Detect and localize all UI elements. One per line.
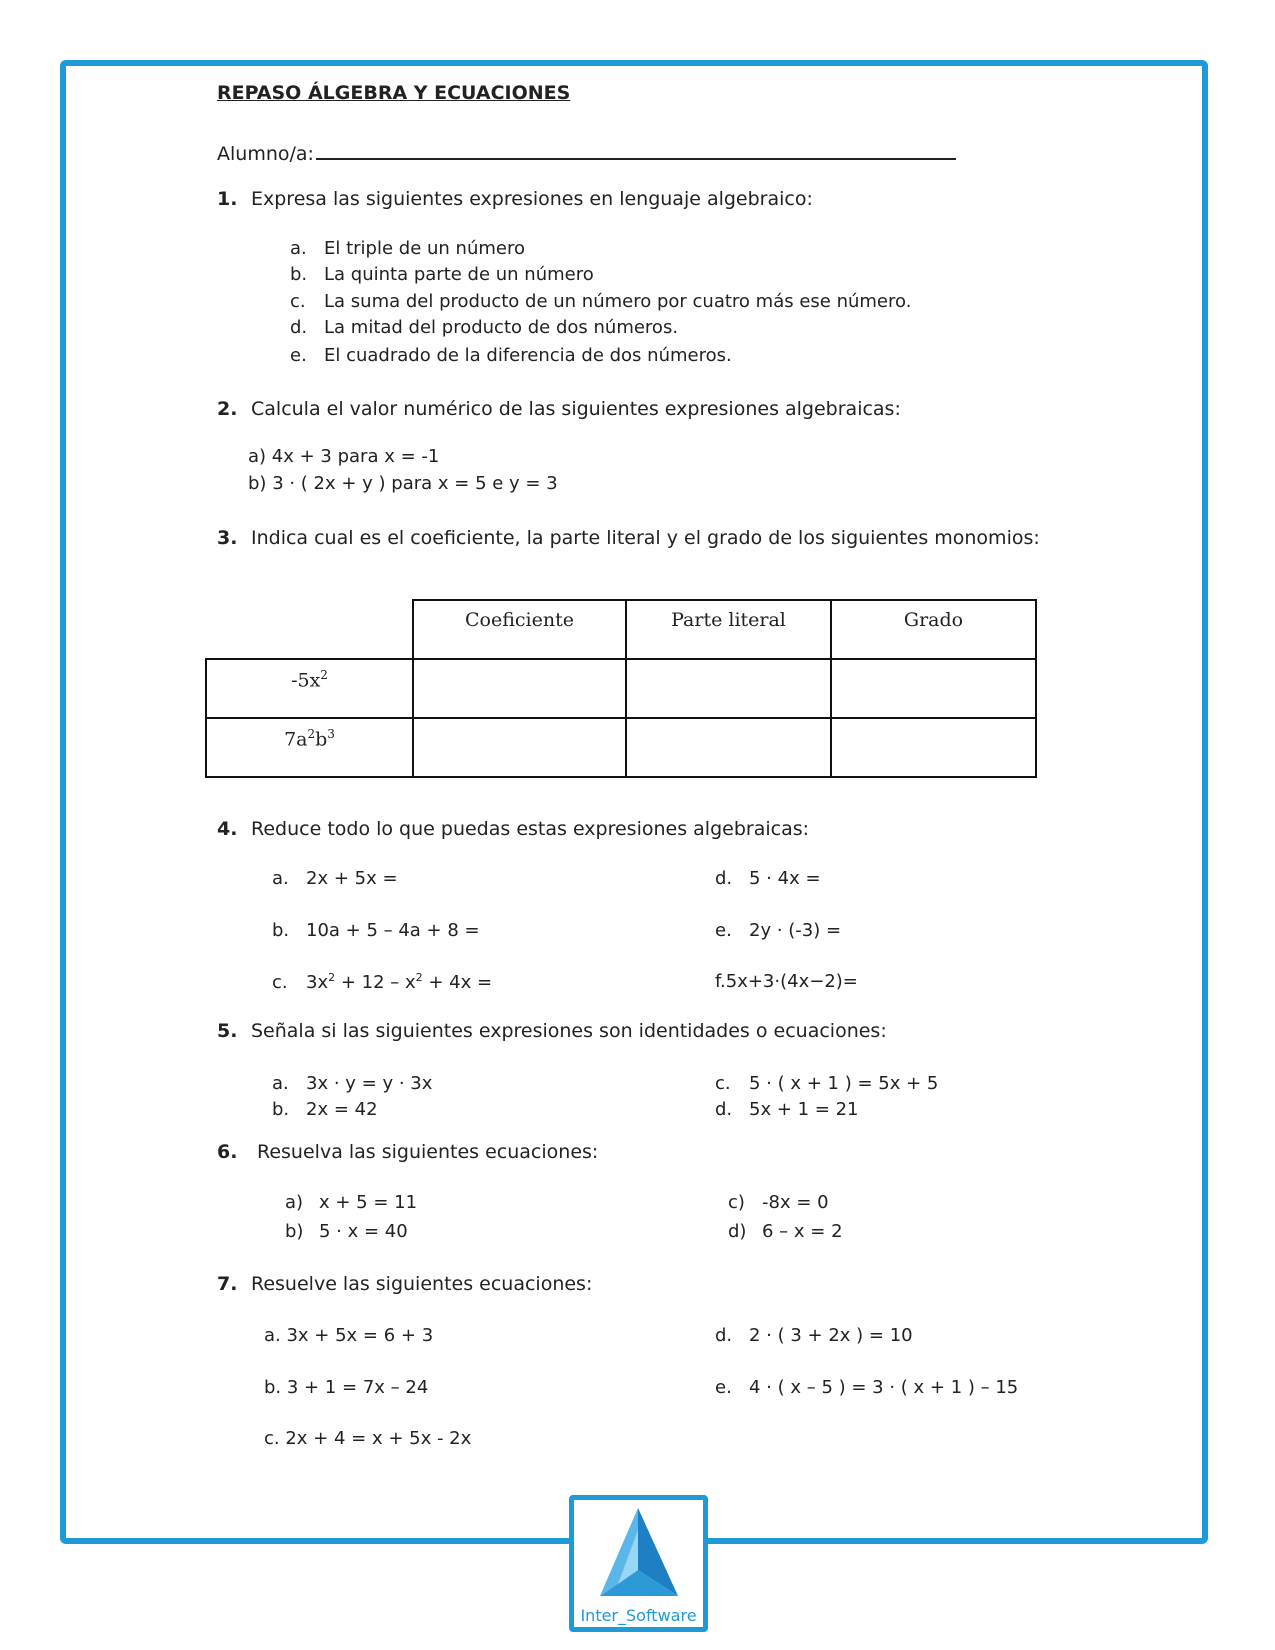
q2-item-a: a) 4x + 3 para x = -1: [248, 446, 440, 467]
question-2: 2. Calcula el valor numérico de las siguientes expresiones algebraicas:: [217, 398, 901, 420]
header-grado: Grado: [831, 600, 1036, 659]
q5-item-a: a. 3x · y = y · 3x: [272, 1073, 433, 1094]
header-coeficiente: Coeficiente: [413, 600, 626, 659]
q4-item-c: c. $3x^2 + 12 - x^2 + 4x$ =: [272, 971, 493, 993]
logo-text: Inter_Software: [580, 1606, 697, 1625]
q1-item-e: e. El cuadrado de la diferencia de dos números.: [290, 345, 732, 366]
triangle-logo-icon: [574, 1500, 703, 1605]
q6-item-c: c) -8x = 0: [728, 1192, 829, 1213]
q1-item-b: b. La quinta parte de un número: [290, 264, 594, 285]
table-corner: [206, 600, 413, 659]
inter-software-logo: [569, 1495, 708, 1632]
answer-cell[interactable]: [626, 659, 831, 718]
answer-cell[interactable]: [413, 718, 626, 777]
q1-item-d: d. La mitad del producto de dos números.: [290, 317, 679, 338]
q7-item-b: b. 3 + 1 = 7x – 24: [264, 1377, 429, 1398]
q4-item-b: b. 10a + 5 – 4a + 8 =: [272, 920, 480, 941]
answer-cell[interactable]: [831, 718, 1036, 777]
header-parte-literal: Parte literal: [626, 600, 831, 659]
question-1: [217, 188, 813, 210]
worksheet-title: REPASO ÁLGEBRA Y ECUACIONES: [217, 82, 571, 104]
question-5: 5. Señala si las siguientes expresiones son identidades o ecuaciones:: [217, 1020, 887, 1042]
q6-item-d: d) 6 – x = 2: [728, 1221, 843, 1242]
question-6: 6. Resuelva las siguientes ecuaciones:: [217, 1141, 599, 1163]
q1-item-a: a. El triple de un número: [290, 238, 525, 259]
q4-item-d: d. 5 · 4x =: [715, 868, 821, 889]
question-7: 7. Resuelve las siguientes ecuaciones:: [217, 1273, 593, 1295]
q7-item-d: d. 2 · ( 3 + 2x ) = 10: [715, 1325, 913, 1346]
q4-item-a: a. 2x + 5x =: [272, 868, 398, 889]
q6-item-a: a) x + 5 = 11: [285, 1192, 418, 1213]
q7-item-a: a. 3x + 5x = 6 + 3: [264, 1325, 434, 1346]
q1-item-c: c. La suma del producto de un número por cuatro más ese número.: [290, 291, 912, 312]
q2-item-b: b) 3 · ( 2x + y ) para x = 5 e y = 3: [248, 473, 558, 494]
answer-cell[interactable]: [413, 659, 626, 718]
q7-item-c: c. 2x + 4 = x + 5x - 2x: [264, 1428, 472, 1449]
q5-item-b: b. 2x = 42: [272, 1099, 378, 1120]
question-text: Expresa las siguientes expresiones en lenguaje algebraico:: [251, 188, 813, 210]
row-monomial-1: $-5x^2$: [206, 659, 413, 718]
q7-item-e: e. 4 · ( x – 5 ) = 3 · ( x + 1 ) – 15: [715, 1377, 1019, 1398]
student-name-field[interactable]: [217, 142, 956, 165]
student-name-label: Alumno/a:: [217, 143, 314, 165]
answer-cell[interactable]: [626, 718, 831, 777]
question-number: 1.: [217, 188, 238, 210]
answer-cell[interactable]: [831, 659, 1036, 718]
q4-item-f: f.5x+3·(4x−2)=: [715, 971, 858, 992]
q4-item-e: e. 2y · (-3) =: [715, 920, 842, 941]
q5-item-d: d. 5x + 1 = 21: [715, 1099, 859, 1120]
question-4: 4. Reduce todo lo que puedas estas expresiones algebraicas:: [217, 818, 810, 840]
monomials-table: [205, 599, 1037, 778]
row-monomial-2: $7a^2b^3$: [206, 718, 413, 777]
question-3: 3. Indica cual es el coeficiente, la parte literal y el grado de los siguientes monomios:: [217, 527, 1040, 549]
page-frame: [60, 60, 1208, 1544]
student-name-line: [316, 142, 956, 160]
q6-item-b: b) 5 · x = 40: [285, 1221, 408, 1242]
q5-item-c: c. 5 · ( x + 1 ) = 5x + 5: [715, 1073, 939, 1094]
